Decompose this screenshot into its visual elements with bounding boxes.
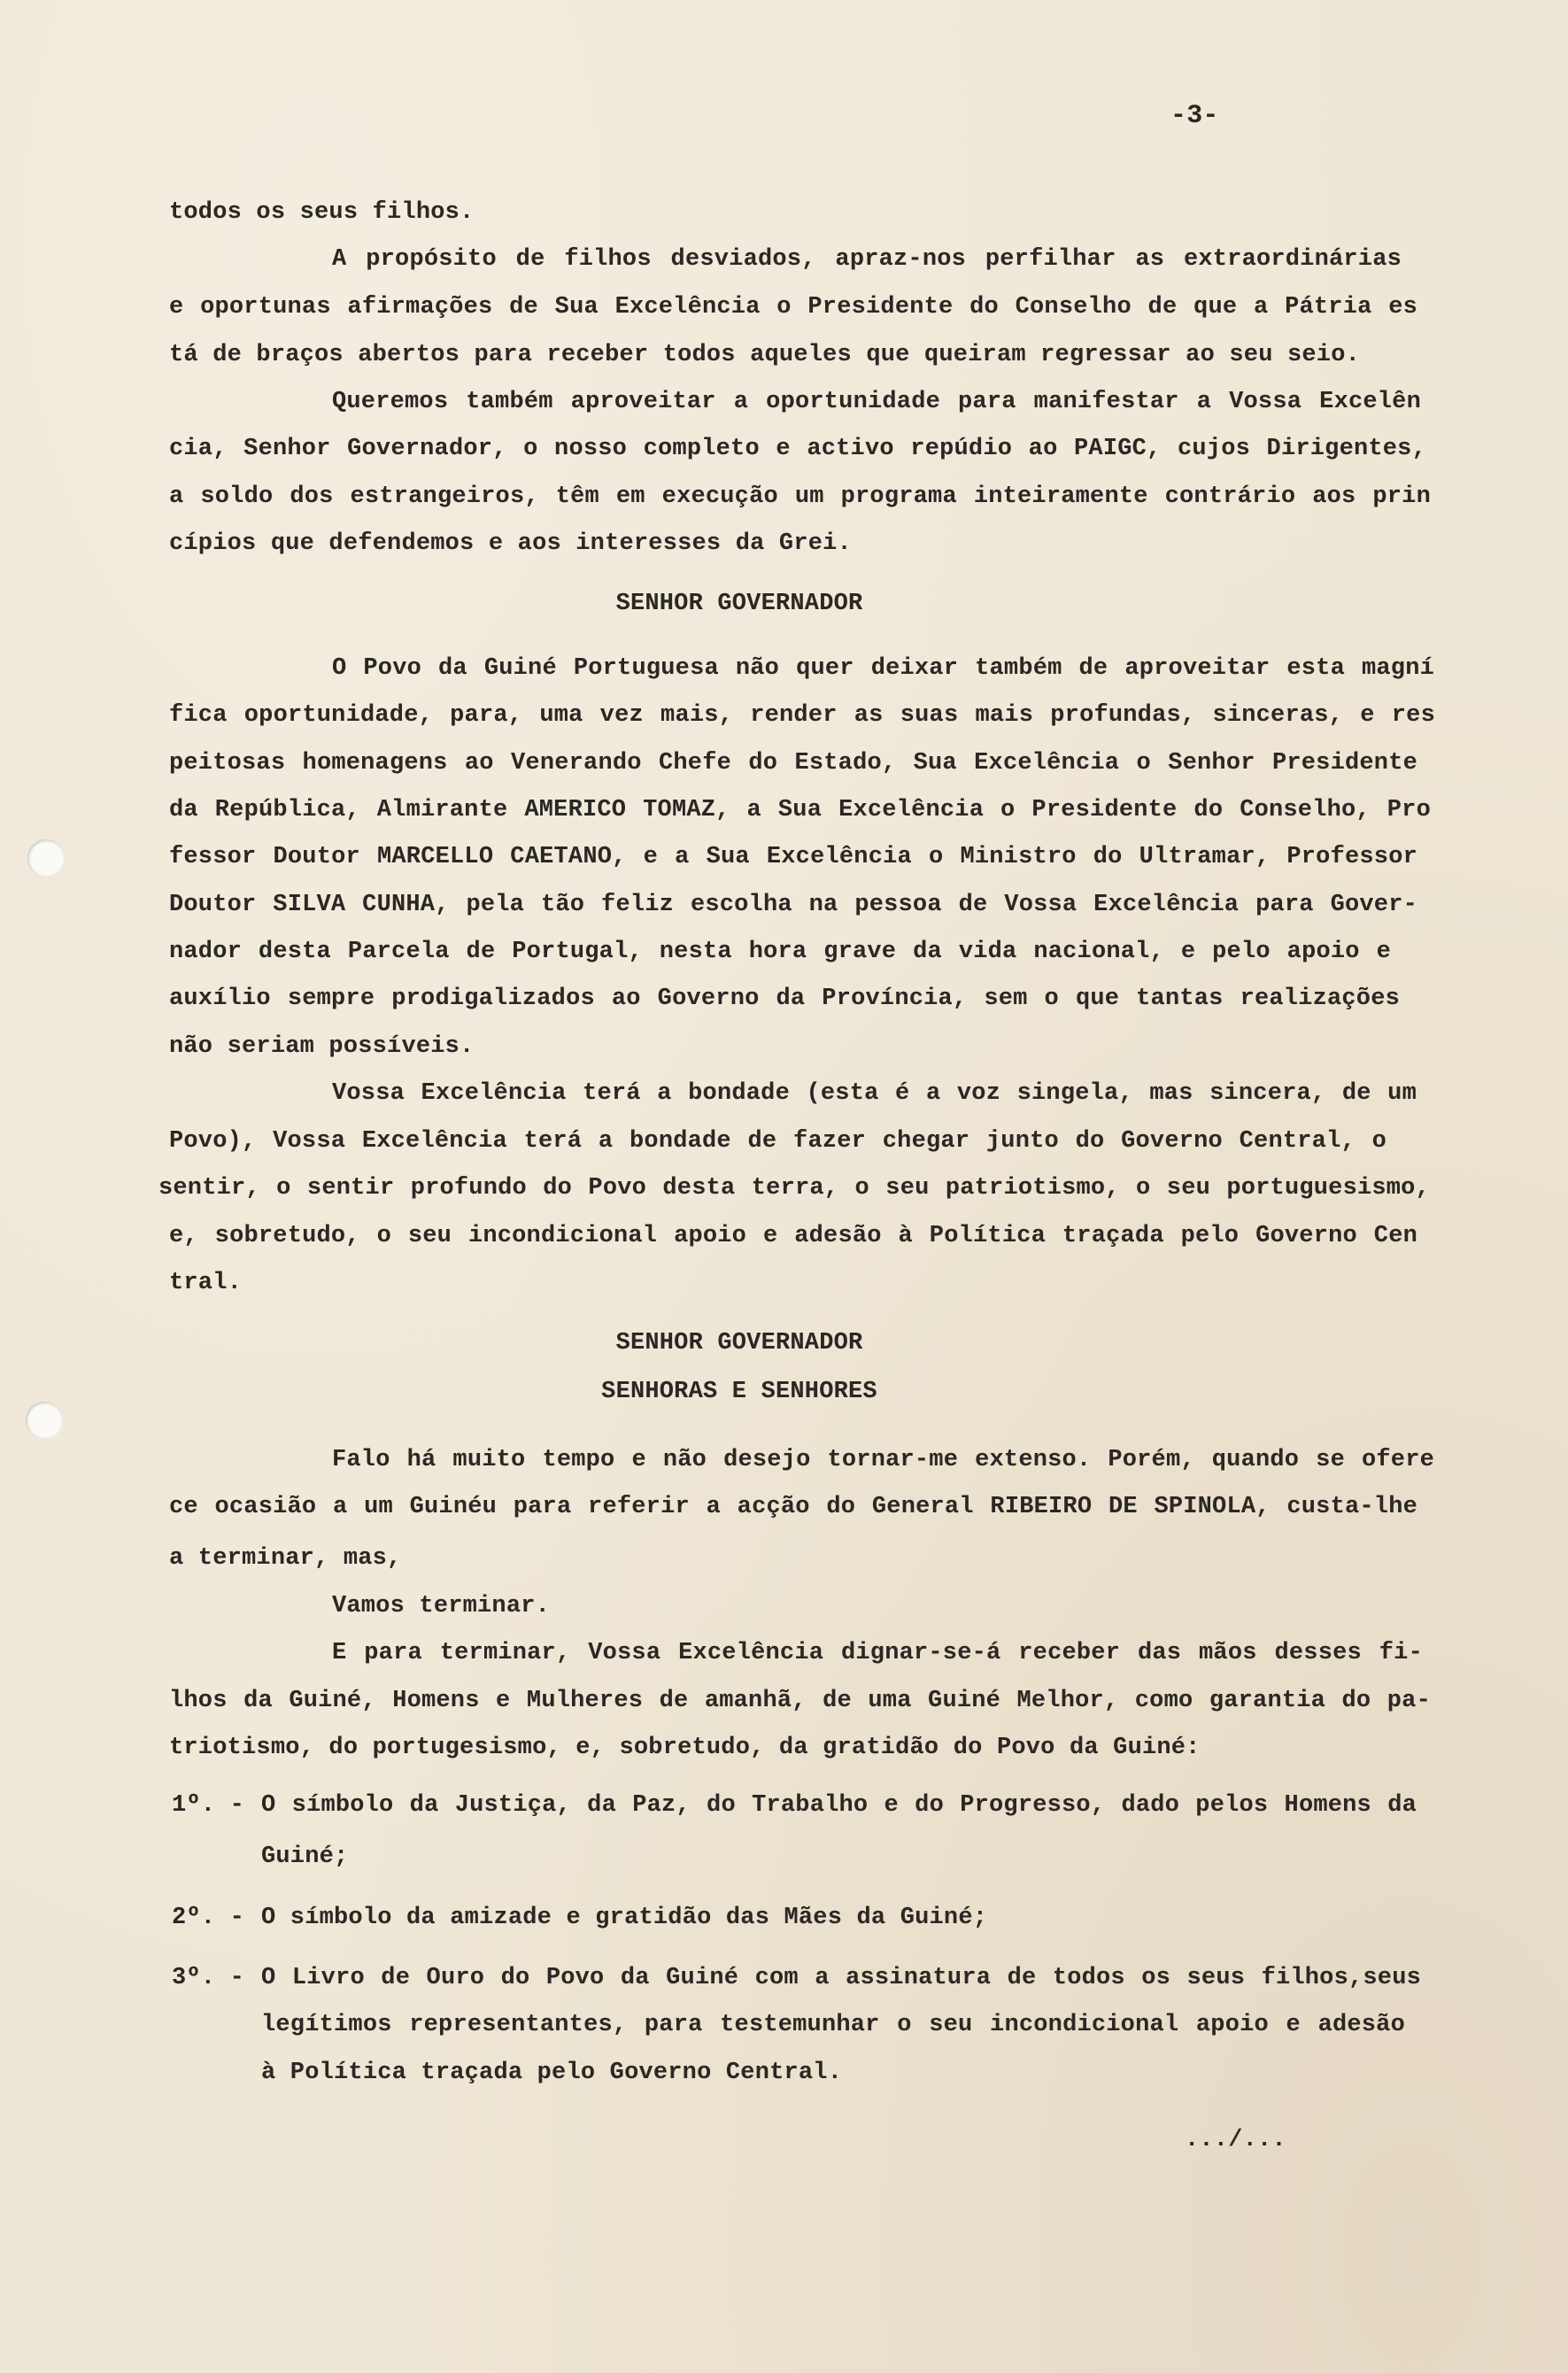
punch-hole-top xyxy=(27,839,65,877)
text-line: A propósito de filhos desviados, apraz-nos perfilhar as extraordinárias xyxy=(332,246,1402,273)
list-item-text: à Política traçada pelo Governo Central. xyxy=(261,2060,843,2086)
text-line: lhos da Guiné, Homens e Mulheres de amanhã, de uma Guiné Melhor, como garantia do pa- xyxy=(169,1688,1431,1714)
section-heading: SENHOR GOVERNADOR xyxy=(615,1330,863,1357)
text-line: Queremos também aproveitar a oportunidade para manifestar a Vossa Excelên xyxy=(332,389,1421,415)
list-item-text: O Livro de Ouro do Povo da Guiné com a assinatura de todos os seus filhos,seus xyxy=(261,1965,1421,1991)
list-item-number: 2º. - xyxy=(172,1905,245,1931)
text-line: tá de braços abertos para receber todos aqueles que queiram regressar ao seu seio. xyxy=(169,342,1361,368)
text-line: Doutor SILVA CUNHA, pela tão feliz escolha na pessoa de Vossa Excelência para Gover- xyxy=(169,892,1417,918)
section-heading: SENHORAS E SENHORES xyxy=(601,1379,877,1405)
text-line: a soldo dos estrangeiros, têm em execução um programa inteiramente contrário aos prin xyxy=(169,483,1431,510)
text-line: fica oportunidade, para, uma vez mais, render as suas mais profundas, sinceras, e res xyxy=(169,702,1435,729)
text-line: cípios que defendemos e aos interesses da Grei. xyxy=(169,530,852,557)
text-line: e oportunas afirmações de Sua Excelência o Presidente do Conselho de que a Pátria es xyxy=(169,294,1417,321)
text-line: da República, Almirante AMERICO TOMAZ, a Sua Excelência o Presidente do Conselho, Pro xyxy=(169,797,1431,823)
list-item-text: O símbolo da Justiça, da Paz, do Trabalho e do Progresso, dado pelos Homens da xyxy=(261,1792,1417,1819)
text-line: Vamos terminar. xyxy=(332,1593,551,1619)
text-line: auxílio sempre prodigalizados ao Governo da Província, sem o que tantas realizações xyxy=(169,986,1400,1012)
text-line: fessor Doutor MARCELLO CAETANO, e a Sua Excelência o Ministro do Ultramar, Professor xyxy=(169,844,1417,870)
text-line: não seriam possíveis. xyxy=(169,1033,475,1060)
list-item-number: 1º. - xyxy=(172,1792,245,1819)
list-item-text: legítimos representantes, para testemunhar o seu incondicional apoio e adesão xyxy=(261,2012,1405,2038)
text-line: tral. xyxy=(169,1270,243,1296)
text-line: cia, Senhor Governador, o nosso completo e activo repúdio ao PAIGC, cujos Dirigentes, xyxy=(169,436,1426,462)
text-line: sentir, o sentir profundo do Povo desta terra, o seu patriotismo, o seu portuguesismo, xyxy=(158,1175,1430,1202)
page-number: -3- xyxy=(1170,101,1219,131)
continuation-mark: .../... xyxy=(1185,2127,1286,2153)
text-line: Povo), Vossa Excelência terá a bondade de fazer chegar junto do Governo Central, o xyxy=(169,1128,1386,1155)
list-item-number: 3º. - xyxy=(172,1965,245,1991)
text-line: Vossa Excelência terá a bondade (esta é a voz singela, mas sincera, de um xyxy=(332,1080,1417,1107)
text-line: triotismo, do portugesismo, e, sobretudo, da gratidão do Povo da Guiné: xyxy=(169,1735,1201,1761)
list-item-text: O símbolo da amizade e gratidão das Mães da Guiné; xyxy=(261,1905,988,1931)
text-line: Falo há muito tempo e não desejo tornar-me extenso. Porém, quando se ofere xyxy=(332,1447,1434,1473)
text-line: E para terminar, Vossa Excelência dignar-se-á receber das mãos desses fi- xyxy=(332,1640,1423,1666)
text-line: peitosas homenagens ao Venerando Chefe do Estado, Sua Excelência o Senhor Presidente xyxy=(169,750,1417,777)
section-heading: SENHOR GOVERNADOR xyxy=(615,591,863,617)
punch-hole-bottom xyxy=(26,1402,63,1439)
text-line: O Povo da Guiné Portuguesa não quer deixar também de aproveitar esta magní xyxy=(332,655,1434,682)
text-line: nador desta Parcela de Portugal, nesta hora grave da vida nacional, e pelo apoio e xyxy=(169,939,1391,965)
text-line: todos os seus filhos. xyxy=(169,199,475,226)
list-item-text: Guiné; xyxy=(261,1844,349,1870)
text-line: a terminar, mas, xyxy=(169,1545,402,1572)
text-line: e, sobretudo, o seu incondicional apoio e adesão à Política traçada pelo Governo Cen xyxy=(169,1223,1417,1249)
text-line: ce ocasião a um Guinéu para referir a acção do General RIBEIRO DE SPINOLA, custa-lhe xyxy=(169,1494,1417,1520)
